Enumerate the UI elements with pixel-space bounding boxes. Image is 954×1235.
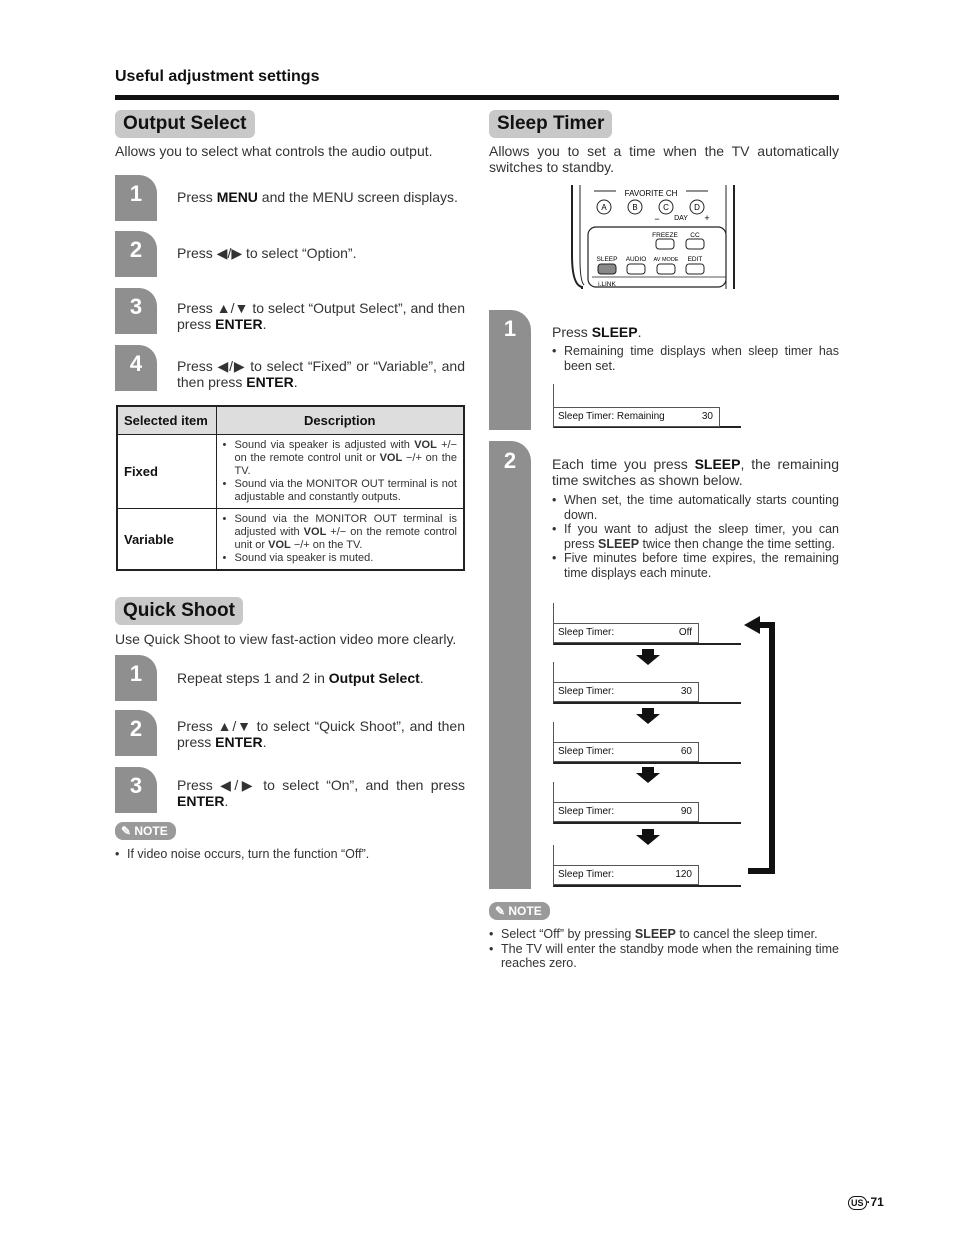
output-step-1	[115, 175, 465, 221]
table-cell-description	[216, 435, 464, 509]
step-text: Press ◀/▶ to select “On”, and then press ENTER.	[177, 777, 465, 809]
arrow-down-icon	[636, 767, 660, 783]
osd-value: 90	[680, 806, 692, 817]
list-item: • Sound via the MONITOR OUT terminal is not adjustable and constantly outputs.	[223, 478, 458, 504]
sleep-step-1-bullets	[552, 344, 839, 373]
remote-button-a-label: A	[601, 203, 607, 212]
remote-plus-label: +	[704, 213, 710, 223]
header-rule	[115, 95, 839, 100]
list-item: • Five minutes before time expires, the remaining time displays each minute.	[552, 551, 839, 580]
osd-remaining-box	[553, 407, 720, 427]
remote-sleep-button	[598, 264, 616, 274]
step-number: 2	[129, 716, 143, 741]
remote-cc-label: CC	[690, 232, 700, 239]
quick-step-2	[115, 710, 465, 756]
osd-label: Sleep Timer:	[558, 746, 615, 757]
osd-value: 30	[680, 686, 692, 697]
region-badge: US	[848, 1196, 867, 1210]
list-item: • Select “Off” by pressing SLEEP to cancel the sleep timer.	[489, 927, 839, 942]
table-cell-item: Variable	[117, 509, 216, 571]
osd-value: 120	[675, 869, 692, 880]
remote-button-d-label: D	[694, 203, 700, 212]
osd-label: Sleep Timer:	[558, 869, 615, 880]
step-text: Press ▲/▼ to select “Quick Shoot”, and then press ENTER.	[177, 718, 465, 750]
list-item: • Sound via speaker is muted.	[223, 552, 458, 565]
remote-control-illustration	[568, 185, 738, 289]
step-number: 1	[503, 316, 517, 341]
osd-flow-arrows	[630, 615, 780, 875]
remote-button-c-label: C	[663, 203, 669, 212]
osd-label: Sleep Timer: Remaining	[558, 411, 665, 422]
remote-edit-button	[686, 264, 704, 274]
remote-button-b-label: B	[632, 203, 638, 212]
step-number: 3	[129, 773, 143, 798]
quick-shoot-notes	[115, 847, 465, 862]
remote-ilink-label: i.LINK	[598, 281, 616, 288]
step-text: Press MENU and the MENU screen displays.	[177, 189, 458, 205]
quick-step-1	[115, 655, 465, 701]
table-cell-item: Fixed	[117, 435, 216, 509]
step-text: Repeat steps 1 and 2 in Output Select.	[177, 670, 424, 686]
osd-label: Sleep Timer:	[558, 806, 615, 817]
step-number: 2	[503, 448, 517, 473]
sleep-timer-intro: Allows you to set a time when the TV automatically switches to standby.	[489, 143, 839, 175]
list-item: • If video noise occurs, turn the function “Off”.	[115, 847, 465, 862]
arrow-down-icon	[636, 829, 660, 845]
output-step-3	[115, 288, 465, 334]
table-cell-description	[216, 509, 464, 571]
step-text: Press ◀/▶ to select “Fixed” or “Variable”, and then press ENTER.	[177, 358, 465, 390]
output-select-table	[116, 405, 465, 571]
list-item: • Remaining time displays when sleep timer has been set.	[552, 344, 839, 373]
table-row	[117, 435, 464, 509]
remote-freeze-label: FREEZE	[652, 232, 678, 239]
page-number: ·71	[866, 1195, 884, 1209]
section-header: Useful adjustment settings	[115, 68, 320, 85]
remote-audio-button	[627, 264, 645, 274]
output-step-2	[115, 231, 465, 277]
step-number: 2	[129, 237, 143, 262]
output-select-title: Output Select	[115, 110, 255, 138]
step-number: 4	[129, 351, 143, 376]
quick-shoot-title: Quick Shoot	[115, 597, 243, 625]
osd-label: Sleep Timer:	[558, 686, 615, 697]
step-text: Press ◀/▶ to select “Option”.	[177, 245, 357, 261]
osd-label: Sleep Timer:	[558, 627, 615, 638]
step-number: 1	[129, 181, 143, 206]
remote-day-label: DAY	[674, 215, 688, 222]
list-item: • The TV will enter the standby mode when the remaining time reaches zero.	[489, 942, 839, 971]
output-step-4	[115, 345, 465, 391]
remote-sleep-label: SLEEP	[596, 256, 618, 263]
loop-arrowhead-icon	[744, 616, 760, 634]
sleep-step-2-bar	[489, 441, 531, 889]
arrow-down-icon	[636, 649, 660, 665]
list-item: • Sound via the MONITOR OUT terminal is adjusted with VOL +/− on the remote control unit or VOL −/+ on the TV.	[223, 513, 458, 552]
quick-step-3	[115, 767, 465, 813]
pencil-icon: ✎	[121, 824, 135, 838]
sleep-timer-title: Sleep Timer	[489, 110, 612, 138]
step-number: 3	[129, 294, 143, 319]
remote-audio-label: AUDIO	[625, 256, 647, 263]
table-header-item: Selected item	[117, 406, 216, 435]
remote-minus-label: −	[654, 214, 660, 224]
sleep-timer-notes	[489, 927, 839, 971]
remote-edit-label: EDIT	[687, 256, 703, 263]
list-item: • Sound via speaker is adjusted with VOL +/− on the remote control unit or VOL −/+ on the TV.	[223, 439, 458, 478]
sleep-timer-note-badge: ✎ NOTE	[489, 902, 550, 920]
page-footer	[848, 1195, 884, 1210]
quick-shoot-intro: Use Quick Shoot to view fast-action video more clearly.	[115, 631, 457, 647]
osd-value: Off	[678, 627, 692, 638]
osd-value: 30	[701, 411, 713, 422]
remote-freeze-button	[656, 239, 674, 249]
output-select-intro: Allows you to select what controls the audio output.	[115, 143, 433, 159]
table-header-description: Description	[216, 406, 464, 435]
remote-avmode-label: AV MODE	[653, 257, 679, 263]
sleep-step-1-text: Press SLEEP.	[552, 324, 642, 340]
remote-cc-button	[686, 239, 704, 249]
list-item: • When set, the time automatically starts counting down.	[552, 493, 839, 522]
loop-arrow-icon	[748, 625, 772, 871]
sleep-step-2-bullets	[552, 493, 839, 580]
list-item: • If you want to adjust the sleep timer, you can press SLEEP twice then change the time setting.	[552, 522, 839, 551]
osd-value: 60	[680, 746, 692, 757]
step-number: 1	[129, 661, 143, 686]
quick-shoot-note-badge: ✎ NOTE	[115, 822, 176, 840]
remote-avmode-button	[657, 264, 675, 274]
remote-favorite-label: FAVORITE CH	[624, 189, 678, 198]
table-row	[117, 509, 464, 571]
arrow-down-icon	[636, 708, 660, 724]
step-text: Press ▲/▼ to select “Output Select”, and then press ENTER.	[177, 300, 465, 332]
pencil-icon: ✎	[495, 904, 509, 918]
sleep-step-2-text: Each time you press SLEEP, the remaining time switches as shown below.	[552, 456, 839, 488]
